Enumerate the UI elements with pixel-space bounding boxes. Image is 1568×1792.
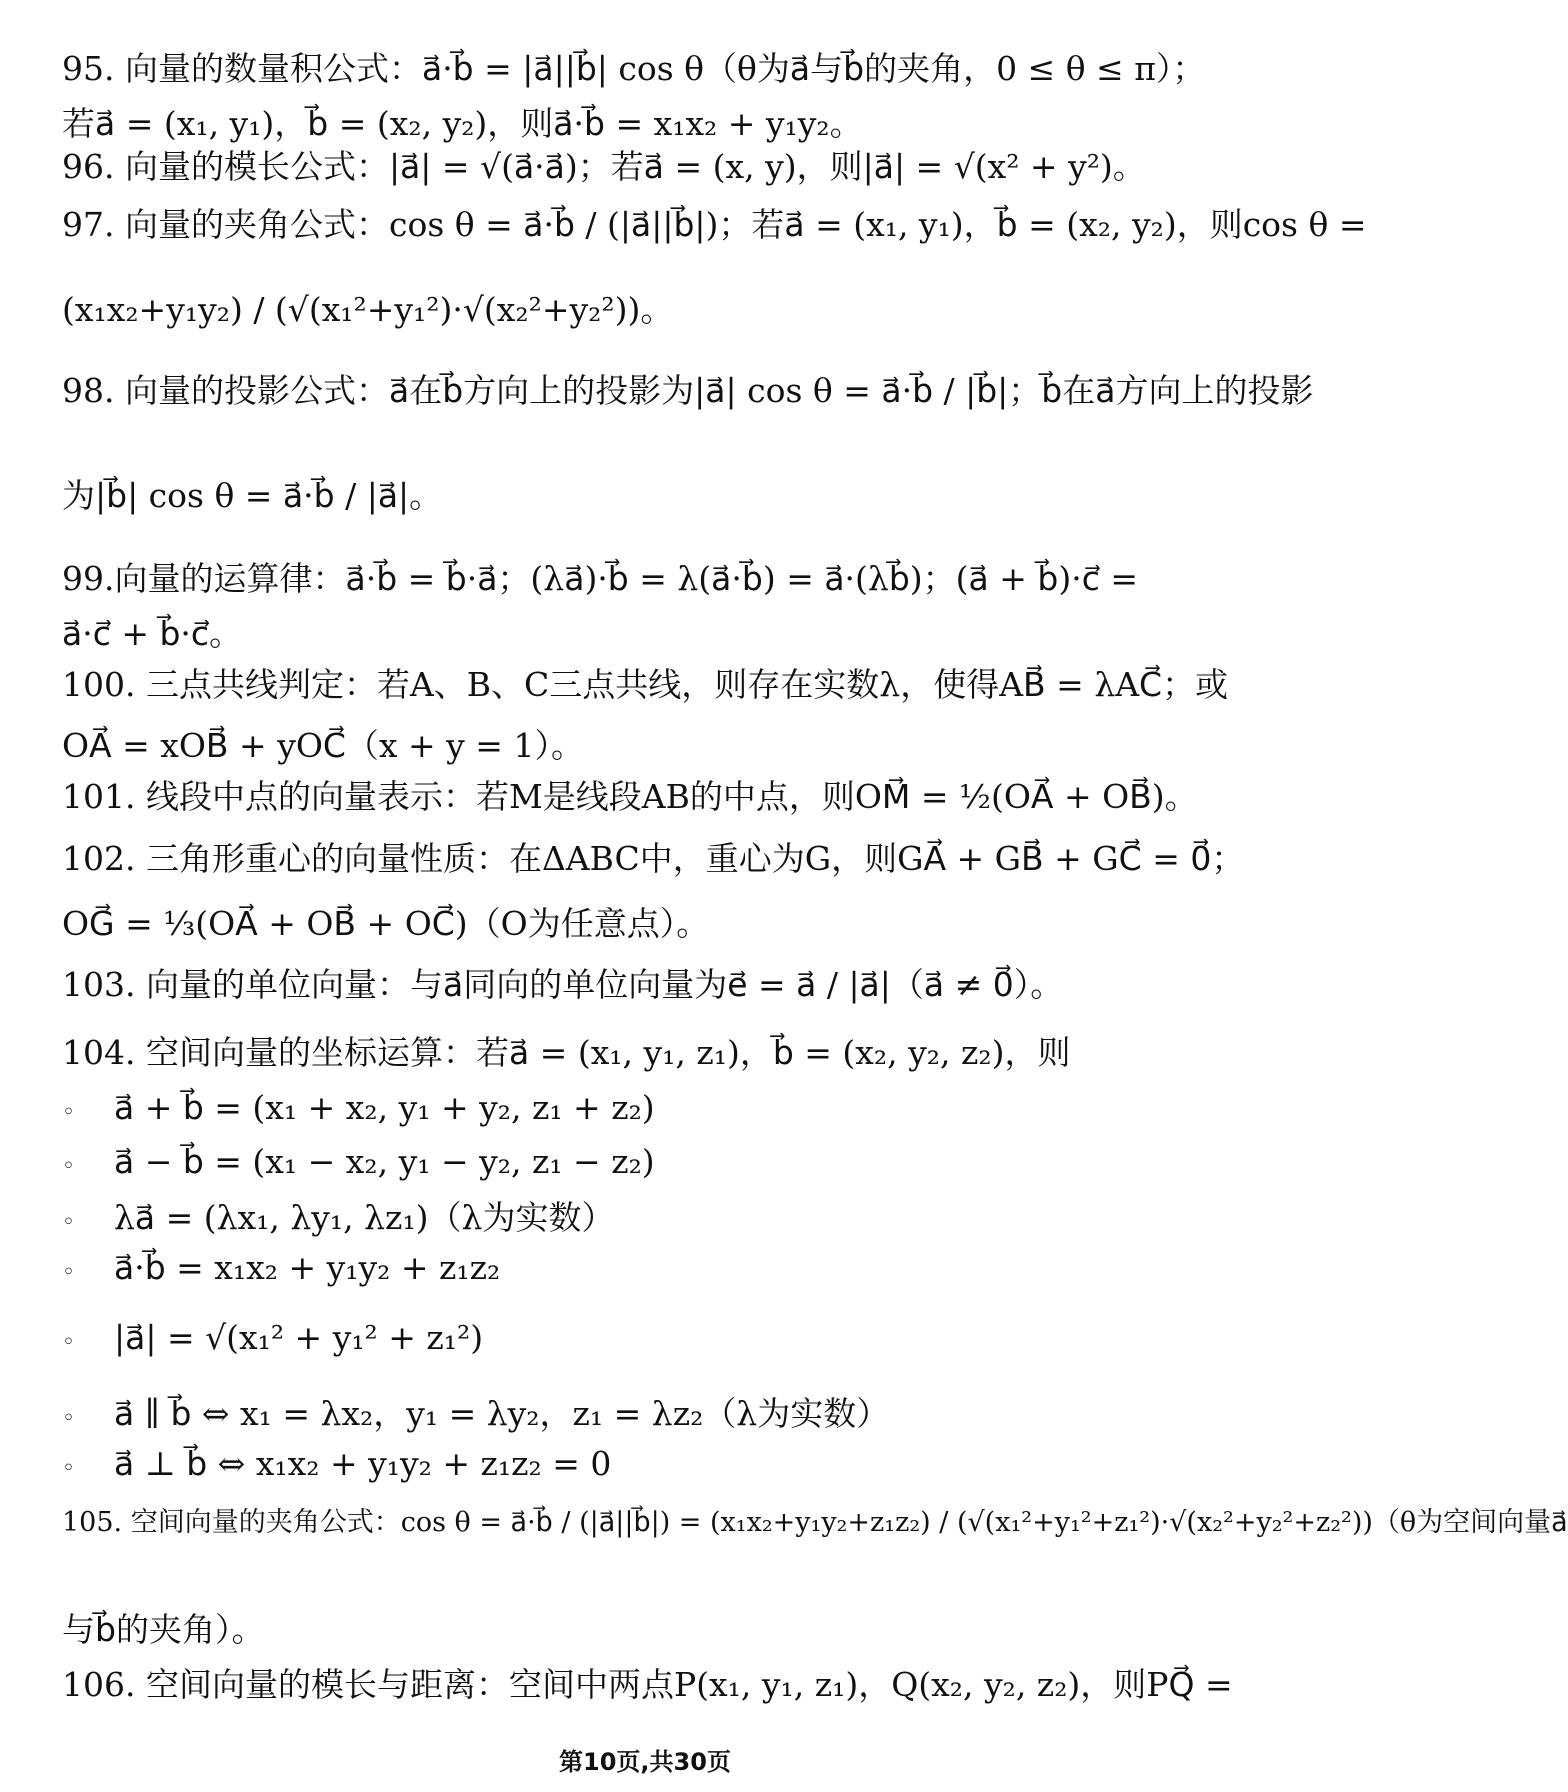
- formula-100-line1: 100. 三点共线判定：若A、B、C三点共线，则存在实数λ，使得AB⃗ = λAC⃗；或: [62, 665, 1229, 704]
- formula-102-line2: OG⃗ = ⅓(OA⃗ + OB⃗ + OC⃗)（O为任意点）。: [62, 904, 710, 943]
- sub-formula-scalar: λa⃗ = (λx₁, λy₁, λz₁)（λ为实数）: [114, 1198, 615, 1237]
- bullet-icon: ◦: [62, 1260, 75, 1285]
- list-item: [62, 1088, 655, 1127]
- formula-98-line2: 为|b⃗| cos θ = a⃗·b⃗ / |a⃗|。: [62, 476, 443, 515]
- sub-formula-perpendicular: a⃗ ⊥ b⃗ ⇔ x₁x₂ + y₁y₂ + z₁z₂ = 0: [114, 1444, 612, 1483]
- list-item: [62, 1318, 483, 1357]
- bullet-icon: ◦: [62, 1210, 75, 1235]
- bullet-icon: ◦: [62, 1456, 75, 1481]
- formula-105-line2: 与b⃗的夹角）。: [62, 1610, 265, 1649]
- formula-101: 101. 线段中点的向量表示：若M是线段AB的中点，则OM⃗ = ½(OA⃗ + OB⃗)。: [62, 777, 1198, 816]
- formula-97-line1: 97. 向量的夹角公式：cos θ = a⃗·b⃗ / (|a⃗||b⃗|)；若a⃗ = (x₁, y₁)，b⃗ = (x₂, y₂)，则cos θ =: [62, 205, 1367, 244]
- bullet-icon: ◦: [62, 1100, 75, 1125]
- page-number: 第10页,共30页: [559, 1748, 731, 1776]
- list-item: [62, 1142, 655, 1181]
- formula-99-line1: 99.向量的运算律：a⃗·b⃗ = b⃗·a⃗；(λa⃗)·b⃗ = λ(a⃗·b⃗) = a⃗·(λb⃗)；(a⃗ + b⃗)·c⃗ =: [62, 559, 1138, 598]
- bullet-icon: ◦: [62, 1330, 75, 1355]
- formula-104: 104. 空间向量的坐标运算：若a⃗ = (x₁, y₁, z₁)，b⃗ = (x₂, y₂, z₂)，则: [62, 1033, 1071, 1072]
- formula-95-line1: 95. 向量的数量积公式：a⃗·b⃗ = |a⃗||b⃗| cos θ（θ为a⃗与b⃗的夹角，0 ≤ θ ≤ π）；: [62, 49, 1206, 88]
- bullet-icon: ◦: [62, 1154, 75, 1179]
- list-item: [62, 1388, 889, 1435]
- formula-99-line2: a⃗·c⃗ + b⃗·c⃗。: [62, 614, 243, 653]
- sub-formula-subtract: a⃗ − b⃗ = (x₁ − x₂, y₁ − y₂, z₁ − z₂): [114, 1142, 655, 1181]
- formula-96: 96. 向量的模长公式：|a⃗| = √(a⃗·a⃗)；若a⃗ = (x, y)，则|a⃗| = √(x² + y²)。: [62, 147, 1146, 186]
- formula-106: 106. 空间向量的模长与距离：空间中两点P(x₁, y₁, z₁)，Q(x₂, y₂, z₂)，则PQ⃗ =: [62, 1665, 1233, 1704]
- formula-105-line1: 105. 空间向量的夹角公式：cos θ = a⃗·b⃗ / (|a⃗||b⃗|) = (x₁x₂+y₁y₂+z₁z₂) / (√(x₁²+y₁²+z₁²)·√(x₂²+y₂²+z₂²))（θ为空间向量a⃗: [62, 1507, 1568, 1538]
- formula-102-line1: 102. 三角形重心的向量性质：在ΔABC中，重心为G，则GA⃗ + GB⃗ + GC⃗ = 0⃗；: [62, 839, 1245, 878]
- list-item: [62, 1248, 500, 1287]
- formula-95-line2: 若a⃗ = (x₁, y₁)，b⃗ = (x₂, y₂)，则a⃗·b⃗ = x₁x₂ + y₁y₂。: [62, 104, 863, 143]
- sub-formula-dot: a⃗·b⃗ = x₁x₂ + y₁y₂ + z₁z₂: [114, 1248, 501, 1287]
- formula-98-line1: 98. 向量的投影公式：a⃗在b⃗方向上的投影为|a⃗| cos θ = a⃗·b⃗ / |b⃗|；b⃗在a⃗方向上的投影: [62, 371, 1314, 410]
- list-item: [62, 1192, 614, 1239]
- bullet-icon: ◦: [62, 1406, 75, 1431]
- formula-97-line2: (x₁x₂+y₁y₂) / (√(x₁²+y₁²)·√(x₂²+y₂²))。: [62, 290, 674, 329]
- formula-100-line2: OA⃗ = xOB⃗ + yOC⃗（x + y = 1）。: [62, 726, 584, 765]
- sub-formula-add: a⃗ + b⃗ = (x₁ + x₂, y₁ + y₂, z₁ + z₂): [114, 1088, 655, 1127]
- sub-formula-modulus: |a⃗| = √(x₁² + y₁² + z₁²): [114, 1318, 484, 1357]
- sub-formula-parallel: a⃗ ∥ b⃗ ⇔ x₁ = λx₂，y₁ = λy₂，z₁ = λz₂（λ为实数）: [114, 1394, 890, 1433]
- formula-103: 103. 向量的单位向量：与a⃗同向的单位向量为e⃗ = a⃗ / |a⃗|（a⃗ ≠ 0⃗）。: [62, 965, 1064, 1004]
- list-item: [62, 1444, 611, 1483]
